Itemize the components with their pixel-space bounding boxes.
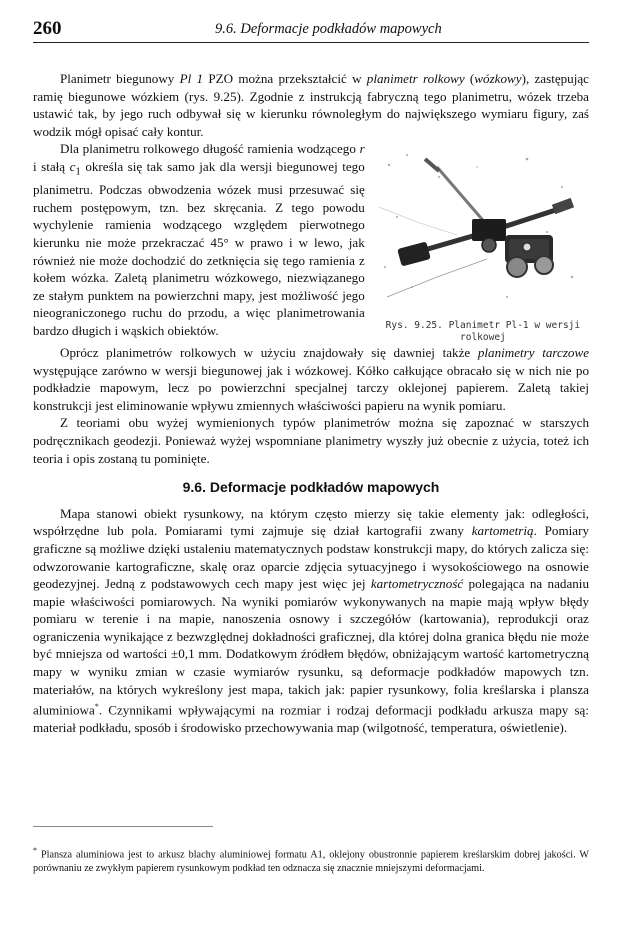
running-head: 9.6. Deformacje podkładów mapowych: [215, 21, 442, 37]
header-rule: [33, 42, 589, 43]
section-title: 9.6. Deformacje podkładów mapowych: [182, 479, 440, 496]
paragraph-2: Dla planimetru rolkowego długość ramienia wodzącego r i stałą $c_1$ określa się tak samo jak dla wersji biegunowej tego planimetru. Podczas obwodzenia wózek musi przesuwać się ruchem postępowym, tzn. bez skręcania. Z tego powodu wychylenie ramienia wodzącego względem pierwotnego kierunku nie może przekraczać 45° w prawo i w lewo, jak również nie może dochodzić do zetknięcia się tego ramienia z kołem wózka. Zaletą planimetru wózkowego, niezwiązanego ze stałym punktem na powierzchni mapy, jest możliwość jego nieograniczonego ruchu do przodu, a więc planimetrowania bardzo długich i wąskich obiektów.: [33, 141, 365, 338]
paragraph-3: Oprócz planimetrów rolkowych w użyciu znajdowały się dawniej także planimetry tarczowe występujące zarówno w wersji biegunowej jak i wózkowej. Kółko całkujące obracało się w nich nie po podkładzie mapowym, lecz po powierzchni specjalnej tarczy oklejonej papierem. Zaletą takiej konstrukcji jest eliminowanie wpływu zmiennych właściwości papieru na wynik pomiaru.: [33, 344, 590, 413]
figure-9-25: [377, 147, 589, 344]
page-number: 260: [33, 18, 62, 39]
planimeter-photo: [377, 147, 585, 309]
paragraph-4: Z teoriami obu wyżej wymienionych typów planimetrów można się zapoznać w starszych podręcznikach geodezji. Ponieważ wyżej wspomniane planimetry wyszły już obecnie z użycia, toteż ich teoria i opis zostaną tu pominięte.: [33, 415, 589, 466]
page-body: [33, 70, 589, 737]
footnote: * Plansza aluminiowa jest to arkusz blachy aluminiowej formatu A1, oklejony obustronnie papierem kreślarskim dobrej jakości. W porównaniu ze zwykłym papierem rysunkowym podkład ten odznacza się znacznie mniejszymi deformacjami.: [33, 846, 589, 875]
paragraph-1: Planimetr biegunowy Pl 1 PZO można przekształcić w planimetr rolkowy (wózkowy), zastępując ramię biegunowe wózkiem (rys. 9.25). Zgodnie z instrukcją fabryczną tego planimetru, wózek trzeba ustawić tak, by jego ruch odbywał się w kierunku równoległym do największego wymiaru figury, zaś wodzik mógł opisać cały kontur.: [33, 71, 589, 139]
figure-caption: Rys. 9.25. Planimetr Pl-1 w wersji rolkowej: [385, 319, 581, 343]
figure-wrap: [33, 140, 589, 344]
paragraph-5: Mapa stanowi obiekt rysunkowy, na którym często mierzy się takie elementy jak: odległości, współrzędne lub pola. Pomiarami tymi zajmuje się dział kartografii zwany kartometrią. Pomiary graficzne są możliwe dzięki ustaleniu matematycznych podstaw konstrukcji mapy, do których zalicza się: odwzorowanie kartograficzne, skalę oraz oparcie zdjęcia sytuacyjnego i wysokościowego na osnowie geodezyjnej. Jedną z podstawowych cech mapy jest więc jej kartometryczność polegająca na nadaniu mapie właściwości pomiarowych. Na wyniki pomiarów wykonywanych na mapie mają wpływ błędy pomiaru w terenie i na mapie, nanoszenia osnowy i szczegółów (kartowania), reprodukcji oraz ograniczenia wynikające z bezwzględnej dokładności graficznej, dla której dolna granica błędu nie może być mniejsza od wartości ±0,1 mm. Dodatkowym źródłem błędów, obniżającym wartość kartometryczną mapy w wyniku zmian w czasie wymiarów rysunku, są deformacje podkładów mapowych tzn. materiałów, na których wykreślony jest mapa, takich jak: papier rysunkowy, folia kreślarska i plansza aluminiowa*. Czynnikami wpływającymi na rozmiar i rodzaj deformacji podkładu arkusza mapy są: materiał podkładu, sposób i środowisko przechowywania map (wilgotność, temperatura, oświetlenie).: [33, 505, 589, 736]
footnote-rule: [33, 826, 213, 827]
page-header: [33, 18, 589, 44]
